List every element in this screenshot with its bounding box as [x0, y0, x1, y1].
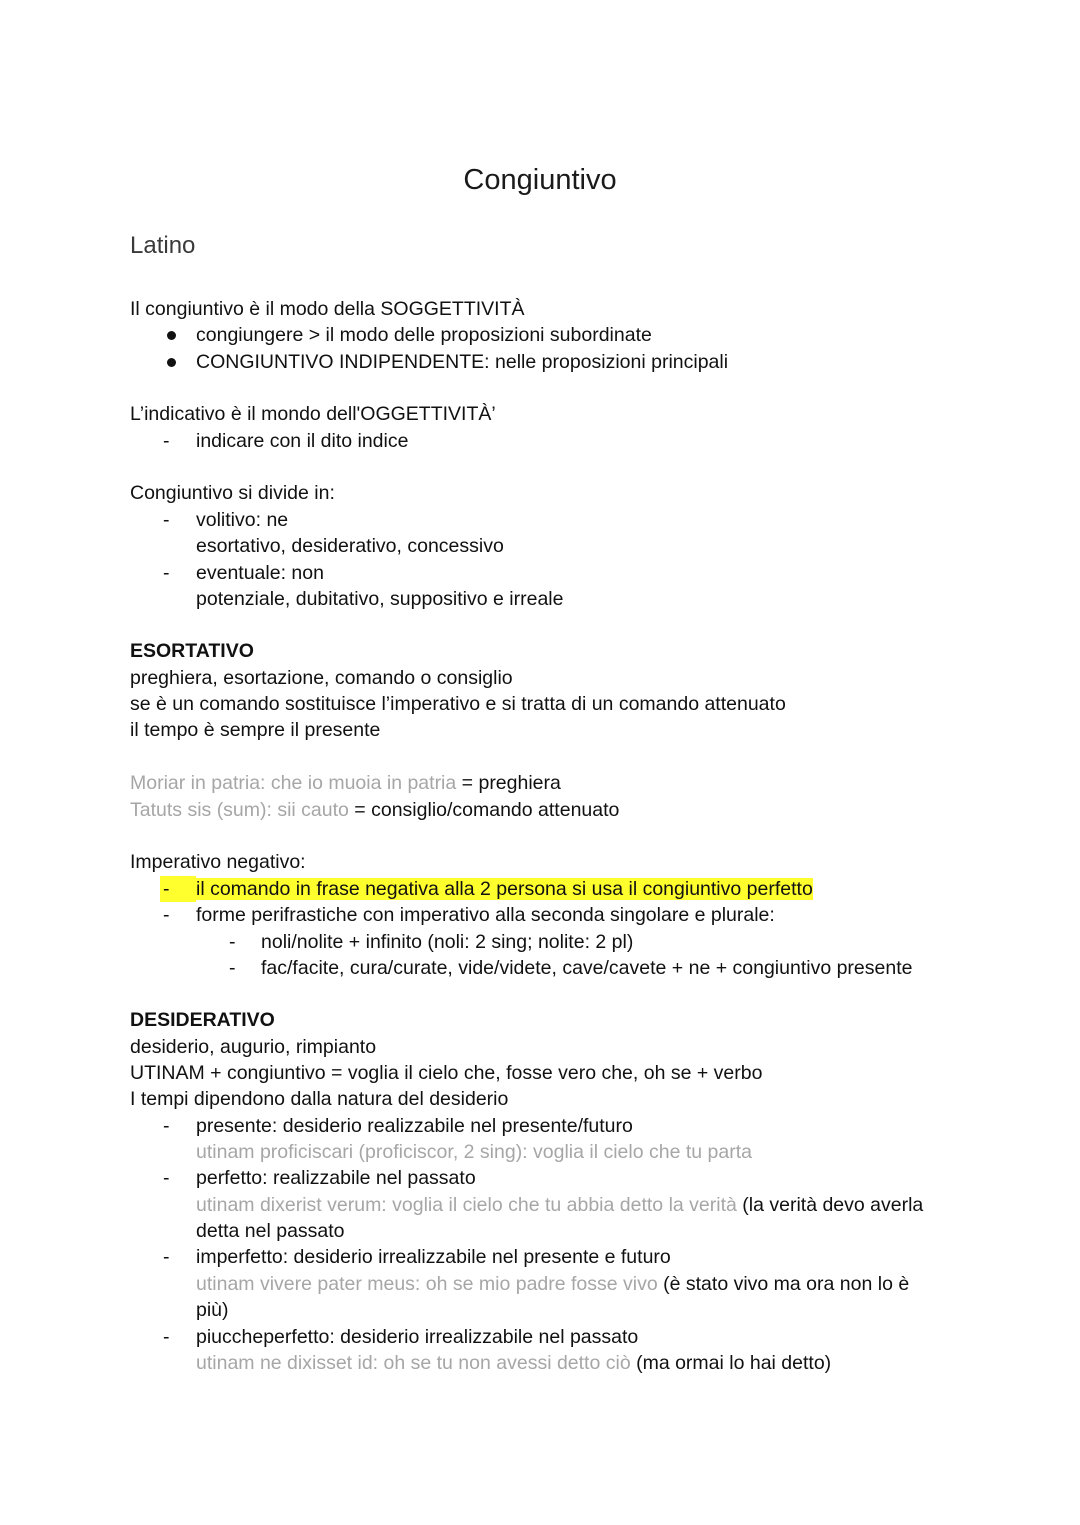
tense-example: utinam proficiscari (proficiscor, 2 sing): voglia il cielo che tu parta — [196, 1141, 752, 1163]
dash-marker: - — [163, 904, 170, 926]
tense-label: perfetto: realizzabile nel passato — [196, 1167, 476, 1189]
example-latin: Moriar in patria: che io muoia in patria — [130, 772, 457, 794]
esortativo-line: il tempo è sempre il presente — [130, 719, 381, 741]
tense-example: utinam vivere pater meus: oh se mio padre fosse vivo — [196, 1273, 658, 1295]
bullet-icon — [167, 331, 176, 340]
tense-note: (è stato vivo ma ora non lo è — [657, 1273, 910, 1295]
divisione-sub: esortativo, desiderativo, concessivo — [196, 535, 504, 557]
divisione-item: eventuale: non — [196, 562, 324, 584]
tense-example-line — [196, 1350, 831, 1376]
dash-marker: - — [160, 876, 196, 902]
imperativo-subitem: fac/facite, cura/curate, vide/videte, cave/cavete + ne + congiuntivo presente — [261, 957, 913, 979]
dash-marker: - — [163, 1115, 170, 1137]
esortativo-example — [130, 797, 619, 823]
intro-bullet: CONGIUNTIVO INDIPENDENTE: nelle proposizioni principali — [196, 351, 729, 373]
tense-note-continued: più) — [196, 1299, 229, 1321]
divisione-line: Congiuntivo si divide in: — [130, 482, 335, 504]
dash-marker: - — [163, 1246, 170, 1268]
desiderativo-line: I tempi dipendono dalla natura del desiderio — [130, 1088, 509, 1110]
desiderativo-heading: DESIDERATIVO — [130, 1009, 275, 1031]
esortativo-example — [130, 770, 561, 796]
imperativo-item-highlighted — [196, 876, 813, 902]
esortativo-line: preghiera, esortazione, comando o consiglio — [130, 667, 513, 689]
esortativo-line: se è un comando sostituisce l’imperativo e si tratta di un comando attenuato — [130, 693, 786, 715]
tense-example-line — [196, 1271, 909, 1297]
indicativo-item: indicare con il dito indice — [196, 430, 409, 452]
dash-marker: - — [163, 430, 170, 452]
esortativo-heading: ESORTATIVO — [130, 640, 254, 662]
bullet-icon — [167, 358, 176, 367]
imperativo-subitem: noli/nolite + infinito (noli: 2 sing; nolite: 2 pl) — [261, 931, 634, 953]
tense-note: (ma ormai lo hai detto) — [630, 1352, 832, 1374]
tense-label: piuccheperfetto: desiderio irrealizzabile nel passato — [196, 1326, 639, 1348]
dash-marker: - — [163, 1326, 170, 1348]
example-note: = consiglio/comando attenuato — [348, 799, 620, 821]
tense-label: imperfetto: desiderio irrealizzabile nel presente e futuro — [196, 1246, 671, 1268]
dash-marker: - — [163, 1167, 170, 1189]
highlighted-text: il comando in frase negativa alla 2 persona si usa il congiuntivo perfetto — [196, 878, 813, 900]
example-latin: Tatuts sis (sum): sii cauto — [130, 799, 349, 821]
imperativo-item: forme perifrastiche con imperativo alla seconda singolare e plurale: — [196, 904, 775, 926]
intro-bullet: congiungere > il modo delle proposizioni subordinate — [196, 324, 652, 346]
page-title: Congiuntivo — [463, 164, 617, 196]
tense-note-continued: detta nel passato — [196, 1220, 345, 1242]
divisione-item: volitivo: ne — [196, 509, 289, 531]
tense-example: utinam ne dixisset id: oh se tu non avessi detto ciò — [196, 1352, 631, 1374]
tense-label: presente: desiderio realizzabile nel presente/futuro — [196, 1115, 633, 1137]
example-note: = preghiera — [456, 772, 561, 794]
dash-marker: - — [229, 957, 236, 979]
dash-marker: - — [163, 562, 170, 584]
divisione-sub: potenziale, dubitativo, suppositivo e irreale — [196, 588, 564, 610]
section-heading: Latino — [130, 232, 196, 259]
dash-marker: - — [229, 931, 236, 953]
indicativo-line: L’indicativo è il mondo dell'OGGETTIVITÀ’ — [130, 403, 496, 425]
tense-example: utinam dixerist verum: voglia il cielo che tu abbia detto la verità — [196, 1194, 737, 1216]
desiderativo-line: UTINAM + congiuntivo = voglia il cielo che, fosse vero che, oh se + verbo — [130, 1062, 763, 1084]
tense-note: (la verità devo averla — [736, 1194, 924, 1216]
intro-line: Il congiuntivo è il modo della SOGGETTIVITÀ — [130, 298, 525, 320]
dash-marker: - — [163, 509, 170, 531]
imperativo-line: Imperativo negativo: — [130, 851, 306, 873]
tense-example-line — [196, 1192, 923, 1218]
desiderativo-line: desiderio, augurio, rimpianto — [130, 1036, 377, 1058]
